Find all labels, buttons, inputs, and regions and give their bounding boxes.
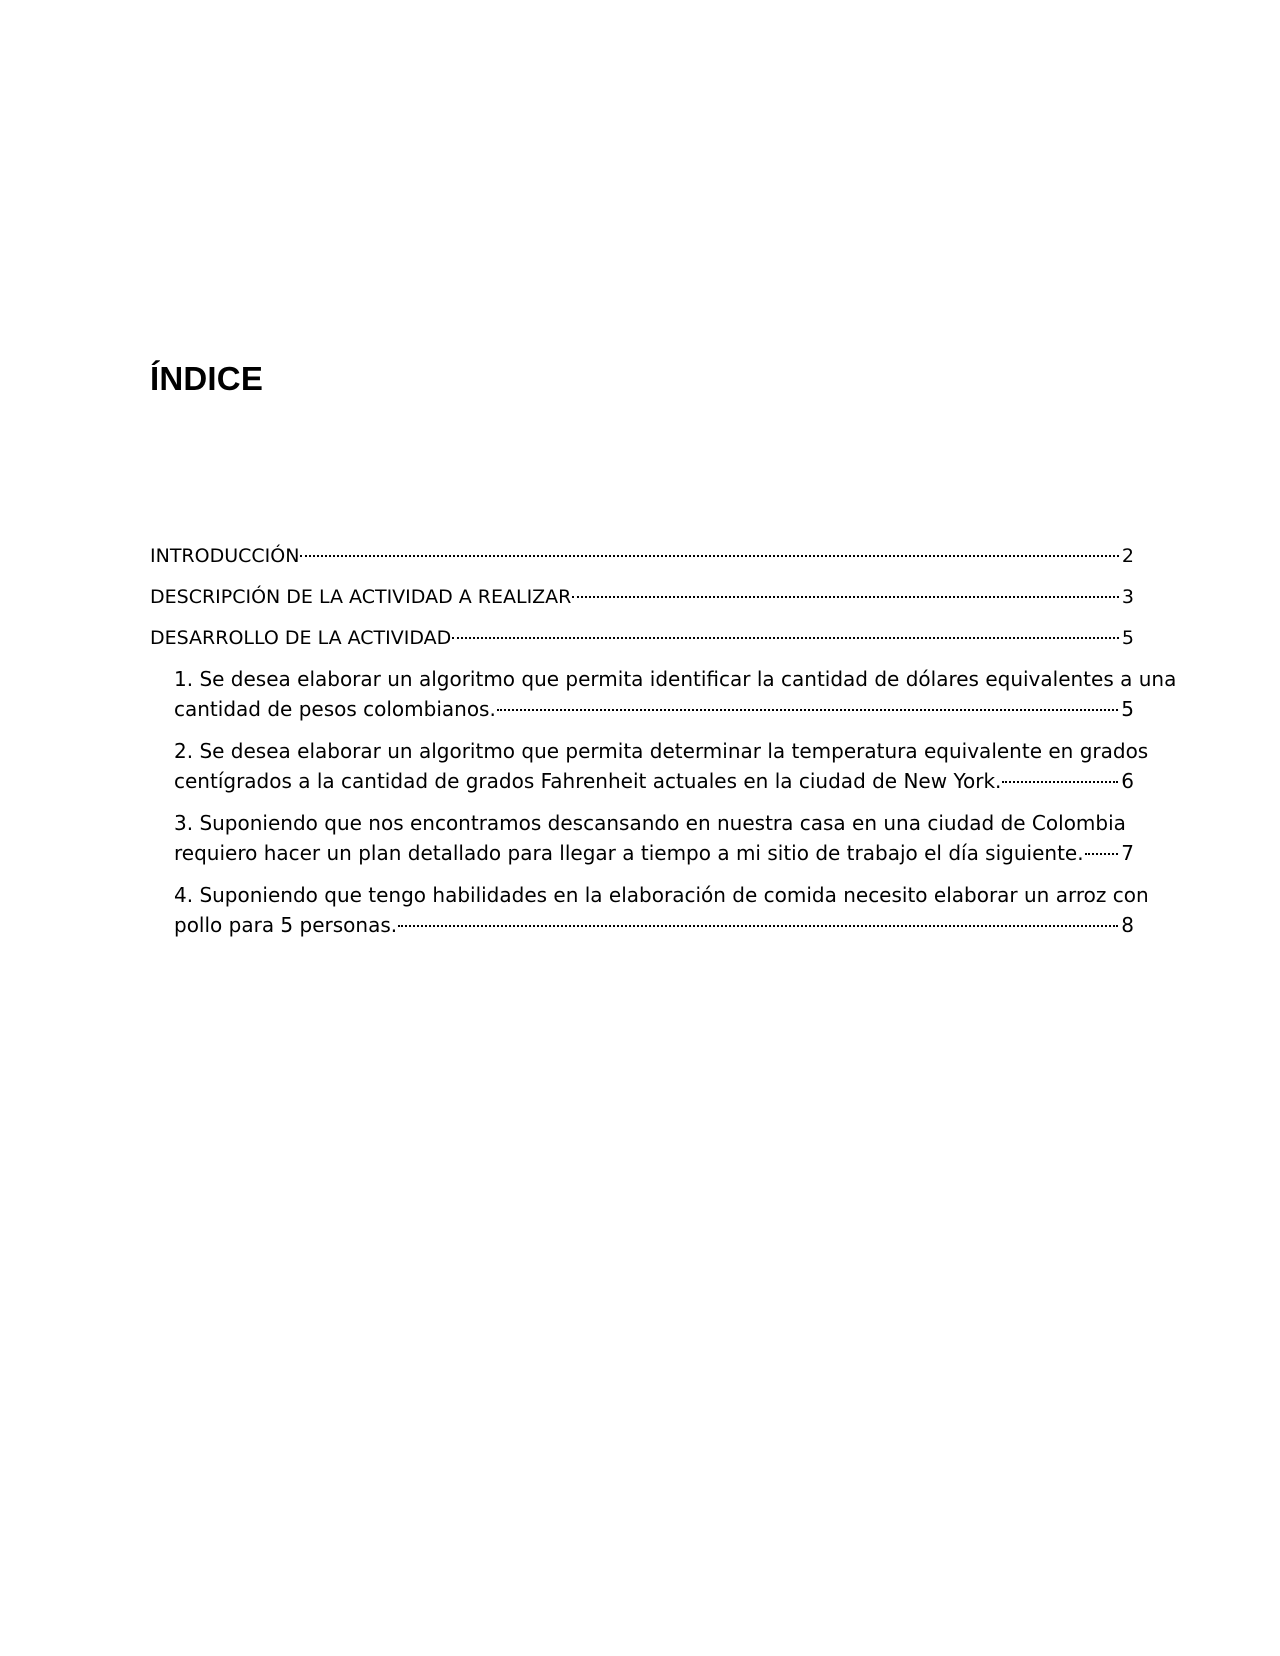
toc-dot-leader: [1002, 781, 1118, 783]
toc-page-number: 2: [1121, 545, 1134, 567]
toc-entry-introduccion[interactable]: [150, 541, 1134, 571]
toc-entry-descripcion[interactable]: [150, 582, 1134, 612]
toc-entry-text-line2: centígrados a la cantidad de grados Fahrenheit actuales en la ciudad de New York.: [174, 769, 1002, 793]
toc-entry-item-2[interactable]: [150, 736, 1149, 796]
toc-title: ÍNDICE: [150, 360, 264, 397]
toc-dot-leader: [572, 596, 1119, 598]
toc-entry-item-1[interactable]: [150, 664, 1177, 724]
toc-entry-text-line1: 1. Se desea elaborar un algoritmo que permita identificar la cantidad de dólares equivalentes a una: [174, 667, 1177, 691]
toc-page-number: 6: [1121, 769, 1134, 793]
toc-entry-text: DESCRIPCIÓN DE LA ACTIVIDAD A REALIZAR: [150, 586, 572, 608]
toc-entry-text-line2: pollo para 5 personas.: [174, 913, 398, 937]
toc-entry-text-line1: 4. Suponiendo que tengo habilidades en la elaboración de comida necesito elaborar un arroz con: [174, 883, 1149, 907]
toc-dot-leader: [452, 637, 1119, 639]
toc-entry-item-4[interactable]: [150, 880, 1149, 940]
toc-dot-leader: [497, 709, 1118, 711]
toc-page-number: 8: [1121, 913, 1134, 937]
toc-entry-text-line1: 3. Suponiendo que nos encontramos descansando en nuestra casa en una ciudad de Colombia: [174, 811, 1126, 835]
toc-page-number: 5: [1121, 627, 1134, 649]
toc-page-number: 7: [1121, 841, 1134, 865]
toc-page-number: 5: [1121, 697, 1134, 721]
toc-page-number: 3: [1121, 586, 1134, 608]
toc-dot-leader: [300, 555, 1118, 557]
toc-entry-text-line2: requiero hacer un plan detallado para llegar a tiempo a mi sitio de trabajo el día siguiente.: [174, 841, 1084, 865]
toc-entry-item-3[interactable]: [150, 808, 1134, 868]
toc-entry-desarrollo[interactable]: [150, 623, 1134, 653]
toc-entry-text: INTRODUCCIÓN: [150, 545, 300, 567]
toc-dot-leader: [1085, 853, 1119, 855]
toc-dot-leader: [398, 925, 1118, 927]
table-of-contents: [150, 541, 1177, 952]
toc-entry-text-line1: 2. Se desea elaborar un algoritmo que permita determinar la temperatura equivalente en grados: [174, 739, 1149, 763]
toc-entry-text-line2: cantidad de pesos colombianos.: [174, 697, 496, 721]
toc-entry-text: DESARROLLO DE LA ACTIVIDAD: [150, 627, 452, 649]
